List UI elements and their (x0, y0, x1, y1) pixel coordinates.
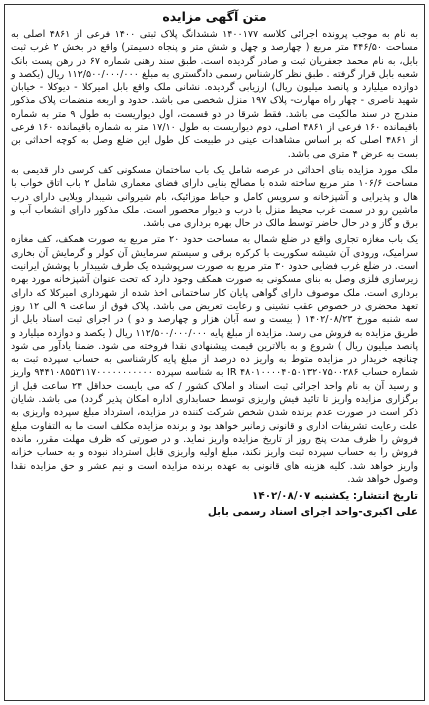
notice-paragraph-terms: یک باب مغازه تجاری واقع در ضلع شمال به مساحت حدود ۲۰ متر مربع به صورت همکف، کف مغازه سرامیک، ورودی آن شیشه سکوریت با کرکره برقی و سیستم سرمایش آن کولر و گرمایش آن بخاری است. در ضلع غرب فضایی حدود ۳۰ متر مربع به صورت سرپوشیده یک طرف شیبدار با پوشش ایرانیت زیرسازی فلزی وصل به بنای مسکونی به صورت همکف وجود دارد که تحت عنوان آشپزخانه مورد بهره برداری است. ملک موصوف دارای گواهی پایان کار ساختمانی اخذ شده از شهرداری امیرکلا که دارای تعهد محضری در خصوص عقب نشینی و رعایت تعریض می باشد. پلاک فوق از ساعت ۹ الی ۱۲ روز سه شنبه مورخ ۱۴۰۲/۰۸/۲۳ ( بیست و سه آبان هزار و چهارصد و دو ) در اجرای ثبت اسناد بابل از طریق مزایده به فروش می رسد. مزایده از مبلغ پایه ۱۱۲/۵۰۰/۰۰۰/۰۰۰ ریال ( یکصد و دوازده میلیارد و پانصد میلیون ریال ) شروع و به بالاترین قیمت پیشنهادی نقدا فروخته می شود. ضمنا یادآور می شود چنانچه خریدار در مزایده متوط به واریز ده درصد از مبلغ پایه کارشناسی به حساب سپرده ثبت به شماره حساب IR ۴۸۰۱۰۰۰۰۴۰۵۰۱۳۲۰۷۵۰۰۲۸۶ به شناسه سپرده ۹۴۴۱۰۸۵۵۳۱۱۷۰۰۰۰۰۰۰۰۰۰۰ واریز و رسید آن به نام واحد اجرائی ثبت اسناد و املاک کشور / که می بایست حداقل ۲۴ ساعت قبل از برگزاری مزایده واریز تا تائید فیش واریزی توسط حسابداری اداره امکان پذیر گردد) می باشد. شایان ذکر است در صورت عدم برنده شدن شخص شرکت کننده در مزایده، استرداد مبلغ سپرده واریزی به علت رعایت تشریفات اداری و قانونی زمانبر خواهد بود و برنده مزایده مکلف است ما به التفاوت مبلغ فروش را ظرف مدت پنج روز از تاریخ مزایده واریز نماید. و در صورتی که ظرف مهلت مقرر، مانده فروش را به حساب سپرده ثبت واریز نکند، مبلغ اولیه واریزی قابل استرداد نبوده و به حساب خزانه واریز خواهد شد. کلیه هزینه های قانونی به عهده برنده مزایده است و نیم عشر و حق مزایده نقدا وصول خواهد شد. (11, 234, 419, 485)
notice-paragraph-building: ملک مورد مزایده بنای احداثی در عرصه شامل یک باب ساختمان مسکونی کف کرسی دار قدیمی به مساحت ۱۰۶/۶ متر مربع ساخته شده با مصالح بنایی دارای فضای معماری شامل ۲ باب اتاق خواب با هال و پذیرایی و آشپزخانه و سرویس کامل و حیاط موزائیک، بام شیروانی شیبدار ویلایی دارای درب ماشین رو در سمت غرب محیط منزل با درب و دیوار محصور است. ملک مذکور دارای انشعاب آب و برق و گاز و در حال حاضر توسط مالک در حال بهره برداری می باشد. (11, 164, 418, 230)
notice-title: متن آگهی مزایده (162, 9, 267, 24)
notice-paragraph-property: به نام به موجب پرونده اجرائی کلاسه ۱۴۰۰۱۷۷ ششدانگ پلاک ثبتی ۱۴۰۰ فرعی از ۴۸۶۱ اصلی به مساحت ۴۴۶/۵۰ متر مربع ( چهارصد و چهل و شش متر و پنجاه دسیمتر) واقع در بخش ۲ غرب ثبت بابل، به نام محمد جعفریان ثبت و صادر گردیده است. طبق سند رهنی شماره ۶۷ در رهن پست بانک شعبه بابل قرار گرفته . طبق نظر کارشناس رسمی دادگستری به مبلغ ۱۱۲/۵۰۰/۰۰۰/۰۰۰ ریال (یکصد و دوازده میلیارد و پانصد میلیون ریال) ارزیابی گردیده. نشانی ملک واقع بابل امیرکلا - دیوکلا - خیابان شهید ناصری - چهار راه مهارت- پلاک ۱۹۷ منزل شخصی می باشد. حدود و اربعه منضمات پلاک مذکور مندرج در سند مالکیت می باشد. فقط شرقا در دو قسمت، اول دیواریست به طول ۹ متر به شماره باقیمانده ۱۶۰ فرعی از ۴۸۶۱ اصلی، دوم دیواریست به طول ۱۷/۱۰ متر به شماره باقیمانده ۱۶۰ فرعی از ۴۸۶۱ اصلی که بر اساس مشاهدات عینی در طبیعت کل طول این ضلع وصل به کوچه احداثی بن بست به عرض ۴ متری می باشد. (11, 29, 419, 160)
publish-date: تاریخ انتشار: یکشنبه ۱۴۰۲/۰۸/۰۷ (252, 490, 418, 503)
auction-notice (4, 4, 425, 701)
signature: علی اکبری-واحد اجرای اسناد رسمی بابل (207, 505, 418, 518)
